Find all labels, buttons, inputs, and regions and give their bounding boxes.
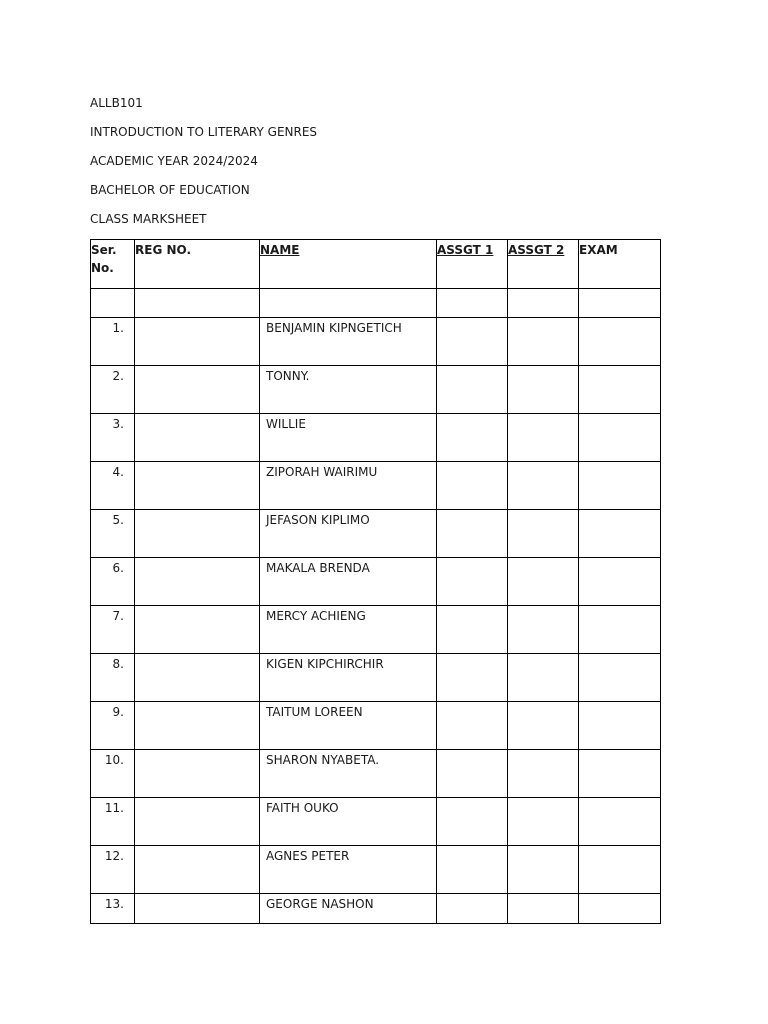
table-row <box>91 366 661 414</box>
reg-no-cell <box>135 606 260 654</box>
exam-cell <box>579 702 661 750</box>
blank-cell <box>91 289 135 318</box>
header-assgt-2: ASSGT 2 <box>508 240 579 289</box>
sheet-title: CLASS MARKSHEET <box>90 212 207 226</box>
ser-no-cell: 10. <box>91 750 135 798</box>
reg-no-cell <box>135 654 260 702</box>
exam-cell <box>579 558 661 606</box>
course-code: ALLB101 <box>90 96 143 110</box>
student-name-cell: TONNY. <box>260 366 437 414</box>
student-name-cell: AGNES PETER <box>260 846 437 894</box>
reg-no-cell <box>135 750 260 798</box>
header-name: NAME <box>260 240 437 289</box>
reg-no-cell <box>135 414 260 462</box>
assgt-2-cell <box>508 894 579 924</box>
student-name-cell: MAKALA BRENDA <box>260 558 437 606</box>
assgt-2-cell <box>508 366 579 414</box>
assgt-1-cell <box>437 318 508 366</box>
ser-no-cell: 12. <box>91 846 135 894</box>
ser-no-cell: 7. <box>91 606 135 654</box>
reg-no-cell <box>135 702 260 750</box>
student-name-cell: ZIPORAH WAIRIMU <box>260 462 437 510</box>
exam-cell <box>579 798 661 846</box>
course-title: INTRODUCTION TO LITERARY GENRES <box>90 125 318 139</box>
header-exam: EXAM <box>579 240 661 289</box>
ser-no-cell: 13. <box>91 894 135 924</box>
table-row <box>91 654 661 702</box>
assgt-1-cell <box>437 606 508 654</box>
header-ser-line2: No. <box>91 261 114 275</box>
table-row <box>91 894 661 924</box>
reg-no-cell <box>135 894 260 924</box>
student-name-cell: JEFASON KIPLIMO <box>260 510 437 558</box>
assgt-1-cell <box>437 558 508 606</box>
exam-cell <box>579 510 661 558</box>
assgt-1-cell <box>437 366 508 414</box>
academic-year: ACADEMIC YEAR 2024/2024 <box>90 154 258 168</box>
assgt-1-cell <box>437 510 508 558</box>
header-ser-no <box>91 240 135 289</box>
reg-no-cell <box>135 558 260 606</box>
assgt-1-cell <box>437 798 508 846</box>
blank-cell <box>260 289 437 318</box>
header-assgt-1: ASSGT 1 <box>437 240 508 289</box>
assgt-1-cell <box>437 654 508 702</box>
exam-cell <box>579 894 661 924</box>
assgt-2-cell <box>508 750 579 798</box>
assgt-2-cell <box>508 654 579 702</box>
table-row <box>91 510 661 558</box>
student-name-cell: FAITH OUKO <box>260 798 437 846</box>
student-name-cell: MERCY ACHIENG <box>260 606 437 654</box>
student-name-cell: GEORGE NASHON <box>260 894 437 924</box>
reg-no-cell <box>135 462 260 510</box>
assgt-1-cell <box>437 894 508 924</box>
student-name-cell: TAITUM LOREEN <box>260 702 437 750</box>
assgt-2-cell <box>508 462 579 510</box>
table-row <box>91 414 661 462</box>
table-row <box>91 750 661 798</box>
assgt-2-cell <box>508 414 579 462</box>
table-row <box>91 798 661 846</box>
ser-no-cell: 3. <box>91 414 135 462</box>
exam-cell <box>579 318 661 366</box>
reg-no-cell <box>135 510 260 558</box>
header-row <box>91 240 661 289</box>
assgt-2-cell <box>508 318 579 366</box>
assgt-2-cell <box>508 702 579 750</box>
ser-no-cell: 2. <box>91 366 135 414</box>
ser-no-cell: 4. <box>91 462 135 510</box>
exam-cell <box>579 366 661 414</box>
assgt-1-cell <box>437 702 508 750</box>
ser-no-cell: 11. <box>91 798 135 846</box>
header-reg-no: REG NO. <box>135 240 260 289</box>
table-row <box>91 846 661 894</box>
exam-cell <box>579 750 661 798</box>
ser-no-cell: 5. <box>91 510 135 558</box>
ser-no-cell: 6. <box>91 558 135 606</box>
programme: BACHELOR OF EDUCATION <box>90 183 250 197</box>
table-row <box>91 606 661 654</box>
table-row <box>91 462 661 510</box>
table-row <box>91 702 661 750</box>
blank-row <box>91 289 661 318</box>
student-name-cell: BENJAMIN KIPNGETICH <box>260 318 437 366</box>
blank-cell <box>579 289 661 318</box>
ser-no-cell: 1. <box>91 318 135 366</box>
blank-cell <box>508 289 579 318</box>
exam-cell <box>579 606 661 654</box>
marksheet-table <box>90 239 661 924</box>
student-name-cell: SHARON NYABETA. <box>260 750 437 798</box>
table-row <box>91 558 661 606</box>
reg-no-cell <box>135 846 260 894</box>
exam-cell <box>579 462 661 510</box>
exam-cell <box>579 414 661 462</box>
assgt-1-cell <box>437 846 508 894</box>
reg-no-cell <box>135 366 260 414</box>
header-ser-line1: Ser. <box>91 243 117 257</box>
assgt-2-cell <box>508 798 579 846</box>
table-body <box>91 289 661 924</box>
table-row <box>91 318 661 366</box>
student-name-cell: WILLIE <box>260 414 437 462</box>
assgt-1-cell <box>437 414 508 462</box>
exam-cell <box>579 654 661 702</box>
blank-cell <box>437 289 508 318</box>
reg-no-cell <box>135 798 260 846</box>
assgt-1-cell <box>437 462 508 510</box>
reg-no-cell <box>135 318 260 366</box>
assgt-2-cell <box>508 846 579 894</box>
assgt-2-cell <box>508 606 579 654</box>
blank-cell <box>135 289 260 318</box>
assgt-2-cell <box>508 510 579 558</box>
assgt-2-cell <box>508 558 579 606</box>
assgt-1-cell <box>437 750 508 798</box>
exam-cell <box>579 846 661 894</box>
student-name-cell: KIGEN KIPCHIRCHIR <box>260 654 437 702</box>
ser-no-cell: 9. <box>91 702 135 750</box>
ser-no-cell: 8. <box>91 654 135 702</box>
